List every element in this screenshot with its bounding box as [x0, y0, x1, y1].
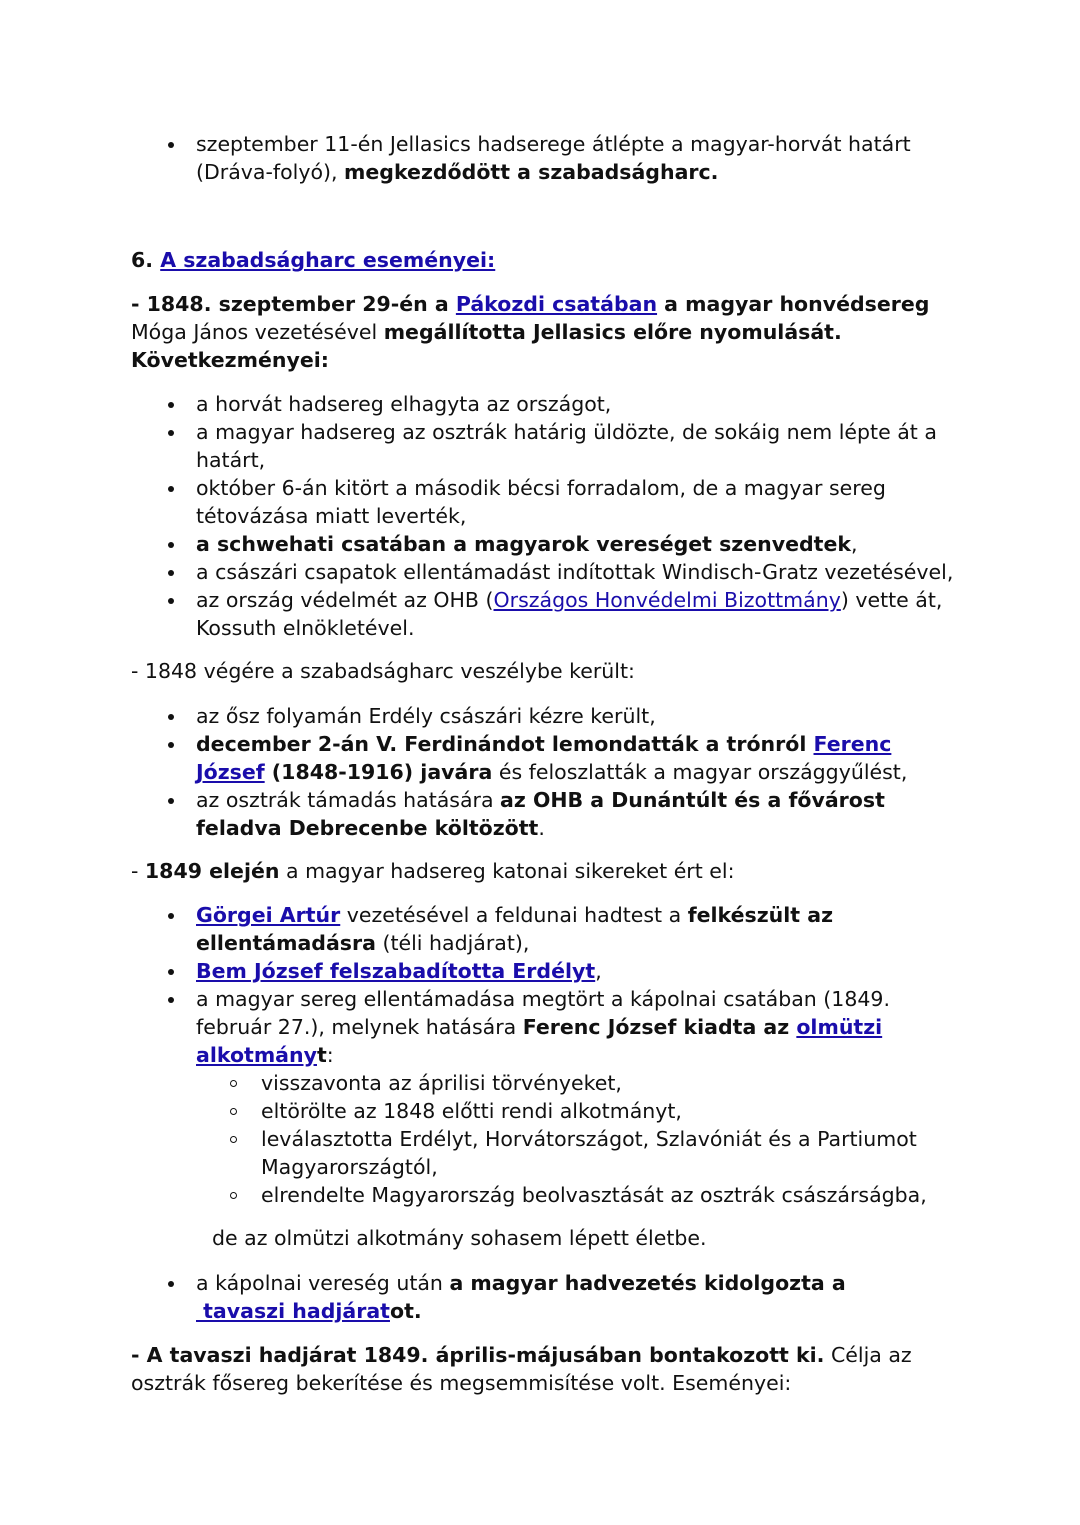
- list-item: az ősz folyamán Erdély császári kézre került,: [131, 702, 961, 730]
- list-item: a magyar sereg ellentámadása megtört a kápolnai csatában (1849. február 27.), melynek hatására Ferenc József kiadta az olmützi alkotmányt: visszavonta az áprilisi törvényeket, eltörölte az 1848 előtti rendi alkotmányt, leválasztotta Erdélyt, Horvátországot, Szlavóniát és a Partiumot Magyarországtól, elrendelte Magyarország beolvasztását az osztrák császárságba,: [131, 985, 961, 1209]
- sub-list-item: visszavonta az áprilisi törvényeket,: [196, 1069, 961, 1097]
- list-item: a schwehati csatában a magyarok vereséget szenvedtek,: [131, 530, 961, 558]
- list-item: szeptember 11-én Jellasics hadserege átlépte a magyar-horvát határt (Dráva-folyó), megkezdődött a szabadságharc.: [131, 130, 961, 186]
- list-item: a horvát hadsereg elhagyta az országot,: [131, 390, 961, 418]
- list-item: az osztrák támadás hatására az OHB a Dunántúlt és a fővárost feladva Debrecenbe költözött.: [131, 786, 961, 842]
- success-list: [131, 901, 961, 1209]
- sub-list-item: leválasztotta Erdélyt, Horvátországot, Szlavóniát és a Partiumot Magyarországtól,: [196, 1125, 961, 1181]
- gorgei-artur-link[interactable]: Görgei Artúr: [196, 903, 341, 927]
- olmutz-sub-list: [196, 1069, 961, 1209]
- list-item: október 6-án kitört a második bécsi forradalom, de a magyar sereg tétovázása miatt leverték,: [131, 474, 961, 530]
- pakozdi-csata-link[interactable]: Pákozdi csatában: [455, 292, 658, 316]
- paragraph-1849-start: - 1849 elején a magyar hadsereg katonai sikereket ért el:: [131, 859, 735, 883]
- sub-list-item: elrendelte Magyarország beolvasztását az osztrák császárságba,: [196, 1181, 961, 1209]
- list-item: Görgei Artúr vezetésével a feldunai hadtest a felkészült az ellentámadásra (téli hadjárat),: [131, 901, 961, 957]
- paragraph-pakozd: - 1848. szeptember 29-én a Pákozdi csatában a magyar honvédsereg Móga János vezetésével megállította Jellasics előre nyomulását. Következményei:: [131, 292, 930, 372]
- section-heading: 6. A szabadságharc eseményei:: [131, 248, 496, 272]
- list-item: a császári csapatok ellentámadást indítottak Windisch-Gratz vezetésével,: [131, 558, 961, 586]
- spring-list: [131, 1269, 961, 1325]
- list-item: a magyar hadsereg az osztrák határig üldözte, de sokáig nem lépte át a határt,: [131, 418, 961, 474]
- danger-list: [131, 702, 961, 842]
- tavaszi-hadjarat-link[interactable]: tavaszi hadjárat: [196, 1299, 390, 1323]
- bem-jozsef-link[interactable]: Bem József felszabadította Erdélyt: [196, 959, 596, 983]
- ferenc-jozsef-link[interactable]: Ferenc József: [196, 732, 892, 784]
- ohb-link[interactable]: Országos Honvédelmi Bizottmány: [493, 588, 841, 612]
- paragraph-1848-end: - 1848 végére a szabadságharc veszélybe került:: [131, 659, 635, 683]
- list-item: az ország védelmét az OHB (Országos Honvédelmi Bizottmány) vette át, Kossuth elnökletével.: [131, 586, 961, 642]
- list-item: Bem József felszabadította Erdélyt,: [131, 957, 961, 985]
- sub-list-item: eltörölte az 1848 előtti rendi alkotmányt,: [196, 1097, 961, 1125]
- list-item: a kápolnai vereség után a magyar hadvezetés kidolgozta a tavaszi hadjáratot.: [131, 1269, 961, 1325]
- list-item: december 2-án V. Ferdinándot lemondatták a trónról Ferenc József (1848-1916) javára és feloszlatták a magyar országgyűlést,: [131, 730, 961, 786]
- olmutzi-alkotmany-link[interactable]: olmützi alkotmány: [196, 1015, 883, 1067]
- intro-bullet-list: [131, 130, 961, 186]
- olmutz-note: de az olmützi alkotmány sohasem lépett életbe.: [212, 1226, 707, 1250]
- paragraph-spring-campaign: - A tavaszi hadjárat 1849. április-májusában bontakozott ki. Célja az osztrák fősereg bekerítése és megsemmisítése volt. Eseményei:: [131, 1343, 912, 1395]
- section-heading-link[interactable]: A szabadságharc eseményei:: [160, 248, 496, 272]
- consequences-list: [131, 390, 961, 642]
